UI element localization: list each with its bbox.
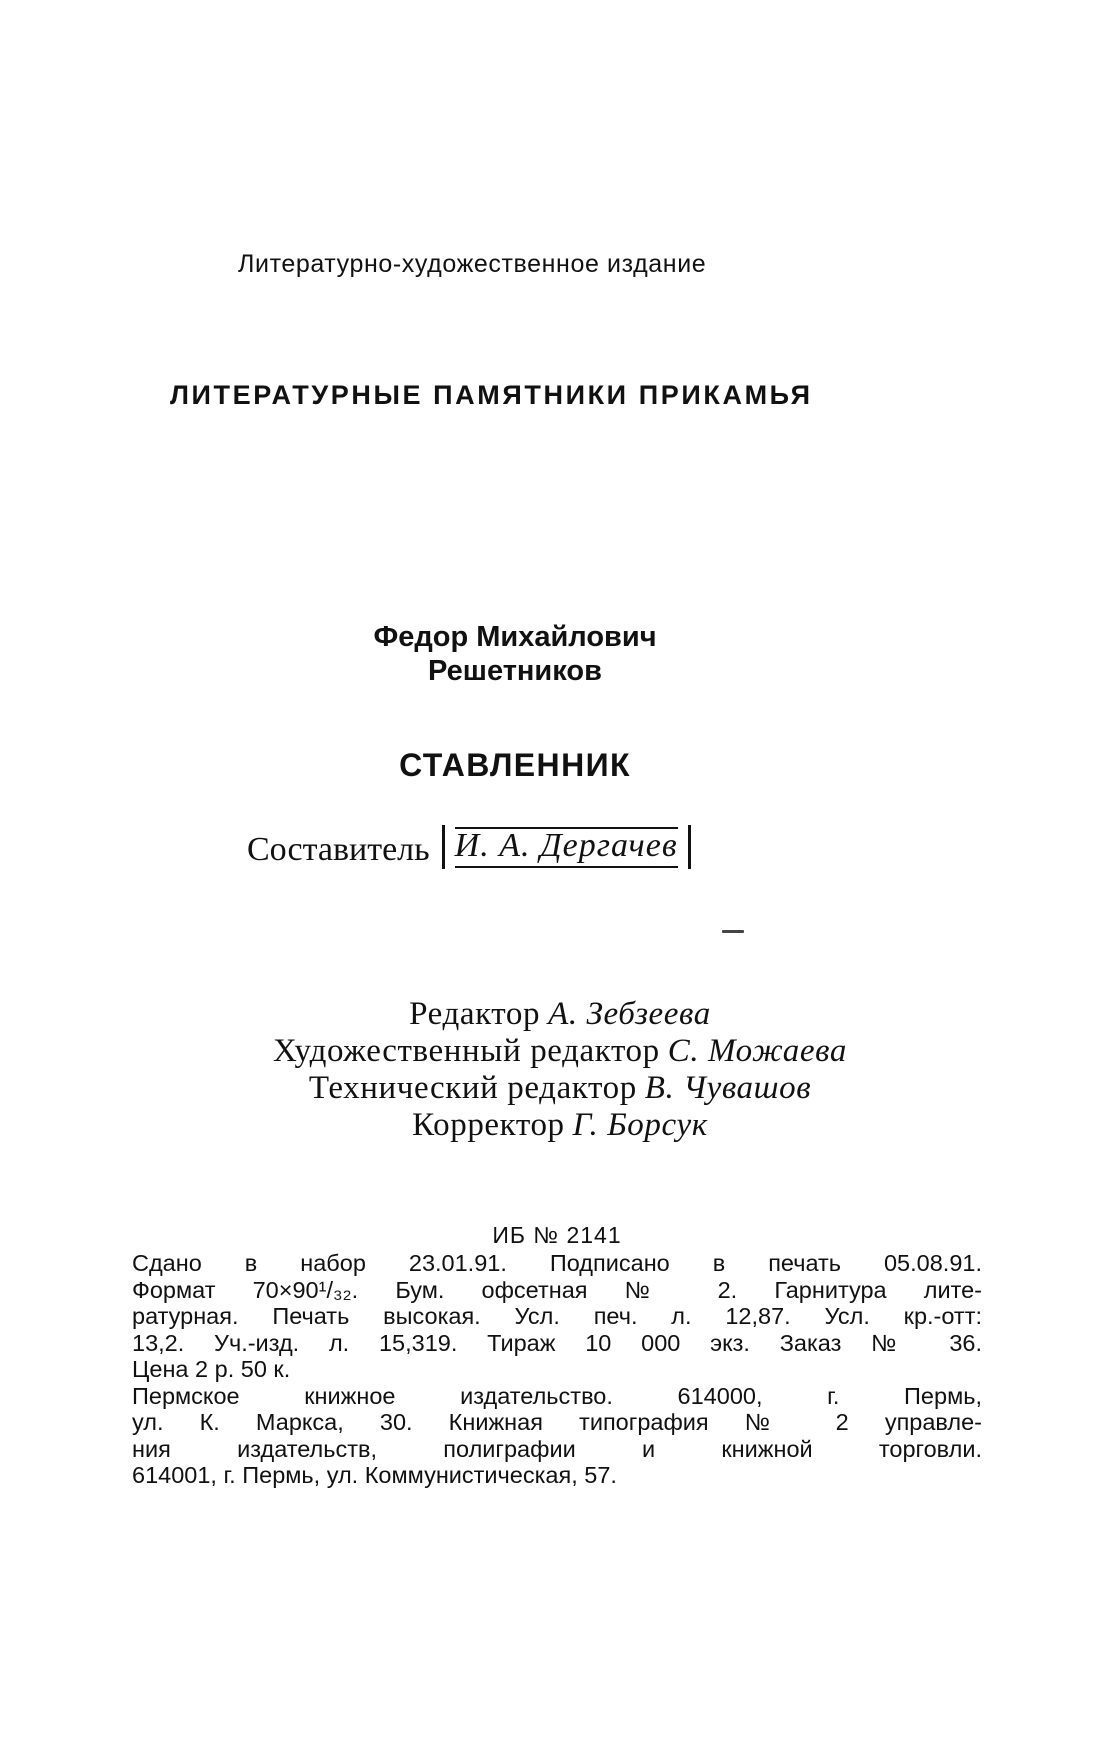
staff-technical-editor bbox=[150, 1070, 970, 1107]
colophon-line: ния издательств, полиграфии и книжной торговли. bbox=[132, 1435, 982, 1462]
colophon bbox=[132, 1250, 982, 1489]
staff-proofreader bbox=[150, 1107, 970, 1144]
staff-role: Корректор bbox=[412, 1107, 565, 1143]
author-name bbox=[300, 620, 730, 688]
compiler-label: Составитель bbox=[247, 831, 430, 868]
series-title: ЛИТЕРАТУРНЫЕ ПАМЯТНИКИ ПРИКАМЬЯ bbox=[170, 380, 813, 410]
compiler-name: И. А. Дергачев bbox=[454, 827, 678, 864]
staff-name: А. Зебзеева bbox=[548, 996, 711, 1032]
print-speck bbox=[722, 930, 744, 933]
colophon-line: Пермское книжное издательство. 614000, г. Пермь, bbox=[132, 1382, 982, 1409]
staff-role: Редактор bbox=[409, 996, 541, 1032]
compiler-row bbox=[247, 825, 691, 869]
ib-number: ИБ № 2141 bbox=[492, 1222, 622, 1248]
book-title: СТАВЛЕННИК bbox=[399, 747, 631, 783]
staff-role: Технический редактор bbox=[308, 1070, 637, 1106]
staff-art-editor bbox=[150, 1033, 970, 1070]
edition-type: Литературно-художественное издание bbox=[238, 250, 707, 278]
staff-role: Художественный редактор bbox=[273, 1033, 660, 1069]
staff-name: Г. Борсук bbox=[572, 1107, 708, 1143]
colophon-line: Сдано в набор 23.01.91. Подписано в печать 05.08.91. bbox=[132, 1250, 982, 1276]
author-surname: Решетников bbox=[428, 655, 602, 687]
compiler-name-frame bbox=[442, 825, 691, 869]
colophon-line: Формат 70×90¹/₃₂. Бум. офсетная № 2. Гарнитура лите- bbox=[132, 1276, 982, 1303]
colophon-line: ул. К. Маркса, 30. Книжная типография № 2 управле- bbox=[132, 1409, 982, 1435]
staff-name: С. Можаева bbox=[667, 1033, 847, 1069]
staff-editor bbox=[150, 996, 970, 1033]
colophon-line: ратурная. Печать высокая. Усл. печ. л. 12,87. Усл. кр.-отт: bbox=[132, 1303, 982, 1329]
colophon-line: Цена 2 р. 50 к. bbox=[132, 1356, 291, 1382]
colophon-line: 13,2. Уч.-изд. л. 15,319. Тираж 10 000 экз. Заказ № 36. bbox=[132, 1329, 982, 1356]
editorial-staff bbox=[150, 996, 970, 1144]
staff-name: В. Чувашов bbox=[644, 1070, 812, 1106]
colophon-line: 614001, г. Пермь, ул. Коммунистическая, 57. bbox=[132, 1462, 617, 1488]
author-first-names: Федор Михайлович bbox=[373, 621, 657, 653]
